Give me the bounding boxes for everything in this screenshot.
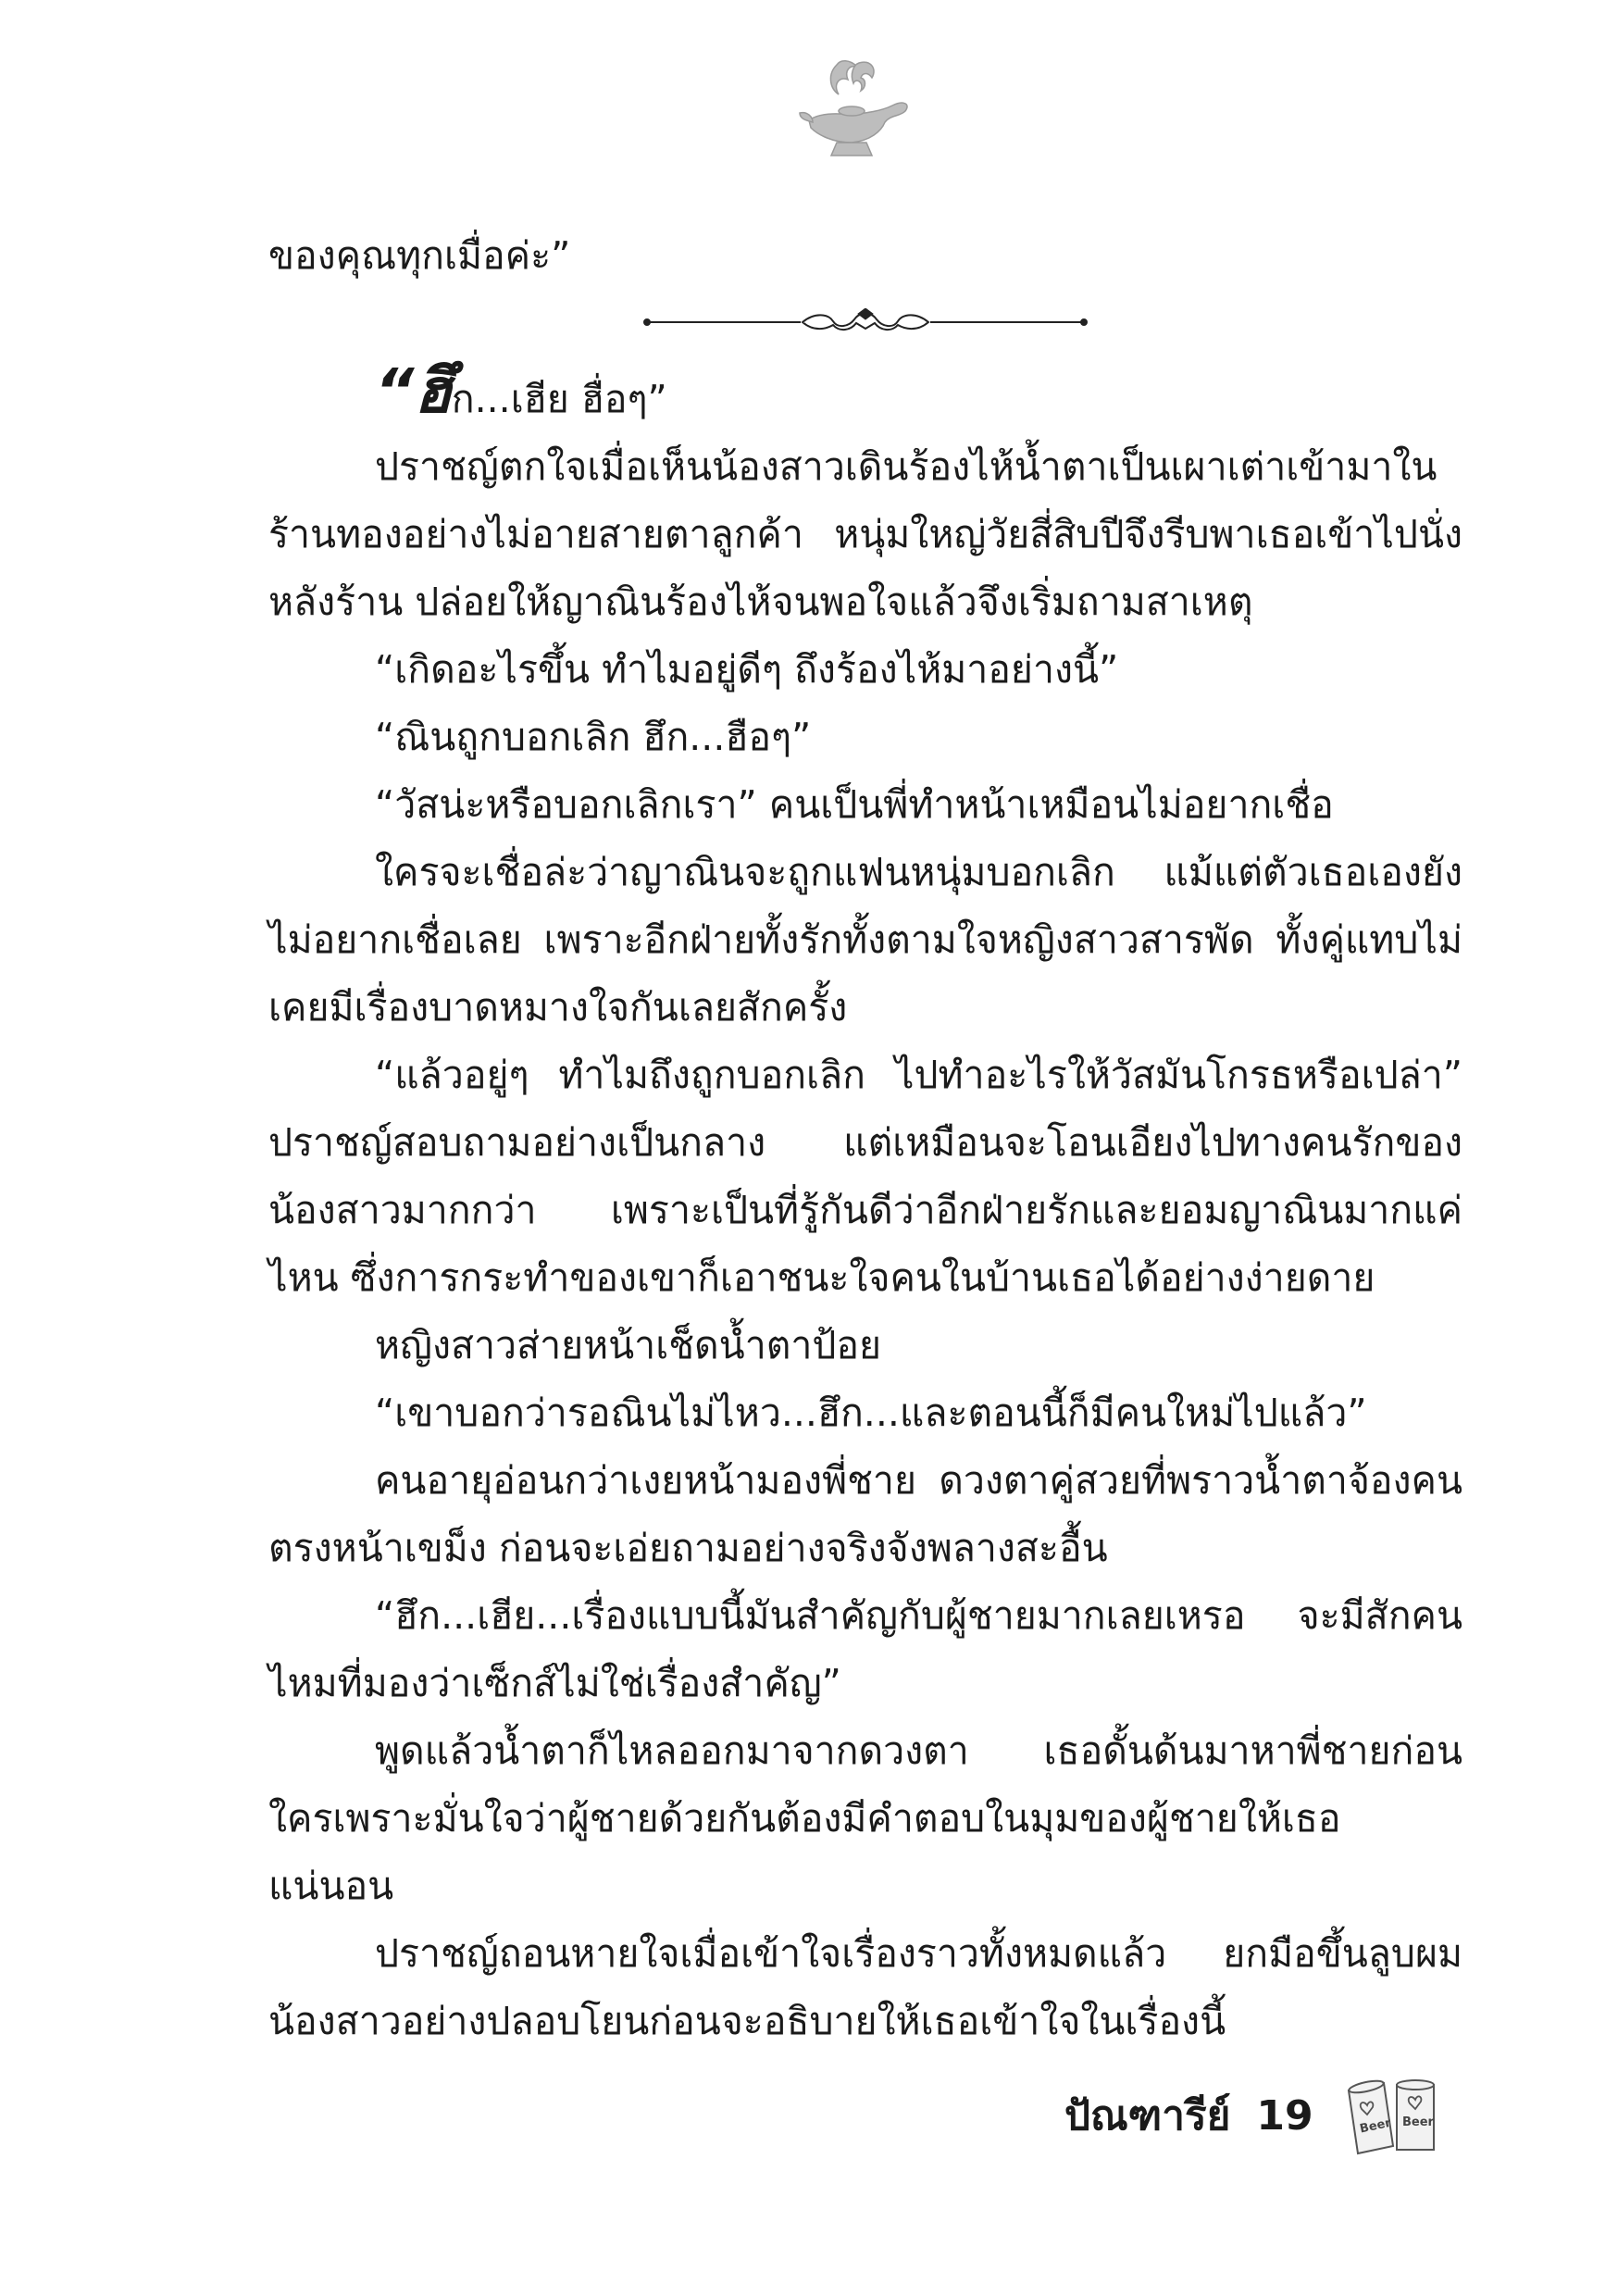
paragraph: ปราชญ์ตกใจเมื่อเห็นน้องสาวเดินร้องไห้น้ำตาเป็นเผาเต่าเข้ามาในร้านทองอย่างไม่อายสายตาลูกค้า หนุ่มใหญ่วัยสี่สิบปีจึงรีบพาเธอเข้าไปนั่งหลังร้าน ปล่อยให้ญาณินร้องไห้จนพอใจแล้วจึงเริ่มถามสาเหตุ [268,444,1462,624]
beer-label-left: Beer [1358,2115,1392,2136]
paragraph: คนอายุอ่อนกว่าเงยหน้ามองพี่ชาย ดวงตาคู่สวยที่พราวน้ำตาจ้องคนตรงหน้าเขม็ง ก่อนจะเอ่ยถามอย่างจริงจังพลางสะอื้น [268,1458,1462,1570]
paragraph: ปราชญ์ถอนหายใจเมื่อเข้าใจเรื่องราวทั้งหมดแล้ว ยกมือขึ้นลูบผมน้องสาวอย่างปลอบโยนก่อนจะอธิบายให้เธอเข้าใจในเรื่องนี้ [268,1931,1462,2043]
dropcap-text: “ฮึ [375,356,452,427]
body-text [268,222,1462,2055]
beer-label-right: Beer [1401,2115,1434,2129]
scene-divider [268,290,1462,357]
paragraph: ใครจะเชื่อล่ะว่าญาณินจะถูกแฟนหนุ่มบอกเลิก แม้แต่ตัวเธอเองยังไม่อยากเชื่อเลย เพราะอีกฝ่ายทั้งรักทั้งตามใจหญิงสาวสารพัด ทั้งคู่แทบไม่เคยมีเรื่องบาดหมางใจกันเลยสักครั้ง [268,850,1462,1029]
paragraph: “ฮึก...เฮีย...เรื่องแบบนี้มันสำคัญกับผู้ชายมากเลยเหรอ จะมีสักคนไหมที่มองว่าเซ็กส์ไม่ใช่เรื่องสำคัญ” [268,1593,1462,1705]
paragraph: “เขาบอกว่ารอณินไม่ไหว...ฮึก...และตอนนี้ก็มีคนใหม่ไปแล้ว” [375,1391,1367,1435]
paragraph: “ณินถูกบอกเลิก ฮึก...ฮือๆ” [375,715,812,759]
opening-line: ของคุณทุกเมื่อค่ะ” [268,233,571,278]
author-name: ปัณฑารีย์ [1064,2092,1231,2140]
paragraph: หญิงสาวส่ายหน้าเช็ดน้ำตาป้อย [375,1323,882,1367]
paragraph: “แล้วอยู่ๆ ทำไมถึงถูกบอกเลิก ไปทำอะไรให้วัสมันโกรธหรือเปล่า” ปราชญ์สอบถามอย่างเป็นกลาง แต่เหมือนจะโอนเอียงไปทางคนรักของน้องสาวมากกว่า เพราะเป็นที่รู้กันดีว่าอีกฝ่ายรักและยอมญาณินมากแค่ไหน ซึ่งการกระทำของเขาก็เอาชนะใจคนในบ้านเธอได้อย่างง่ายดาย [268,1053,1462,1300]
genie-lamp-icon [781,56,920,167]
page-number: 19 [1256,2091,1313,2140]
page-footer [1064,2078,1450,2152]
beer-cans-icon [1339,2072,1450,2160]
dropcap-paragraph [268,357,1462,433]
paragraph: “วัสน่ะหรือบอกเลิกเรา” คนเป็นพี่ทำหน้าเหมือนไม่อยากเชื่อ [375,782,1334,827]
dropcap-rest: ก...เฮีย ฮื่อๆ” [451,377,667,421]
ornamental-divider-icon [643,308,1088,336]
paragraph: “เกิดอะไรขึ้น ทำไมอยู่ดีๆ ถึงร้องไห้มาอย่างนี้” [375,647,1119,692]
paragraph: พูดแล้วน้ำตาก็ไหลออกมาจากดวงตา เธอดั้นด้นมาหาพี่ชายก่อนใครเพราะมั่นใจว่าผู้ชายด้วยกันต้องมีคำตอบในมุมของผู้ชายให้เธอแน่นอน [268,1728,1462,1908]
